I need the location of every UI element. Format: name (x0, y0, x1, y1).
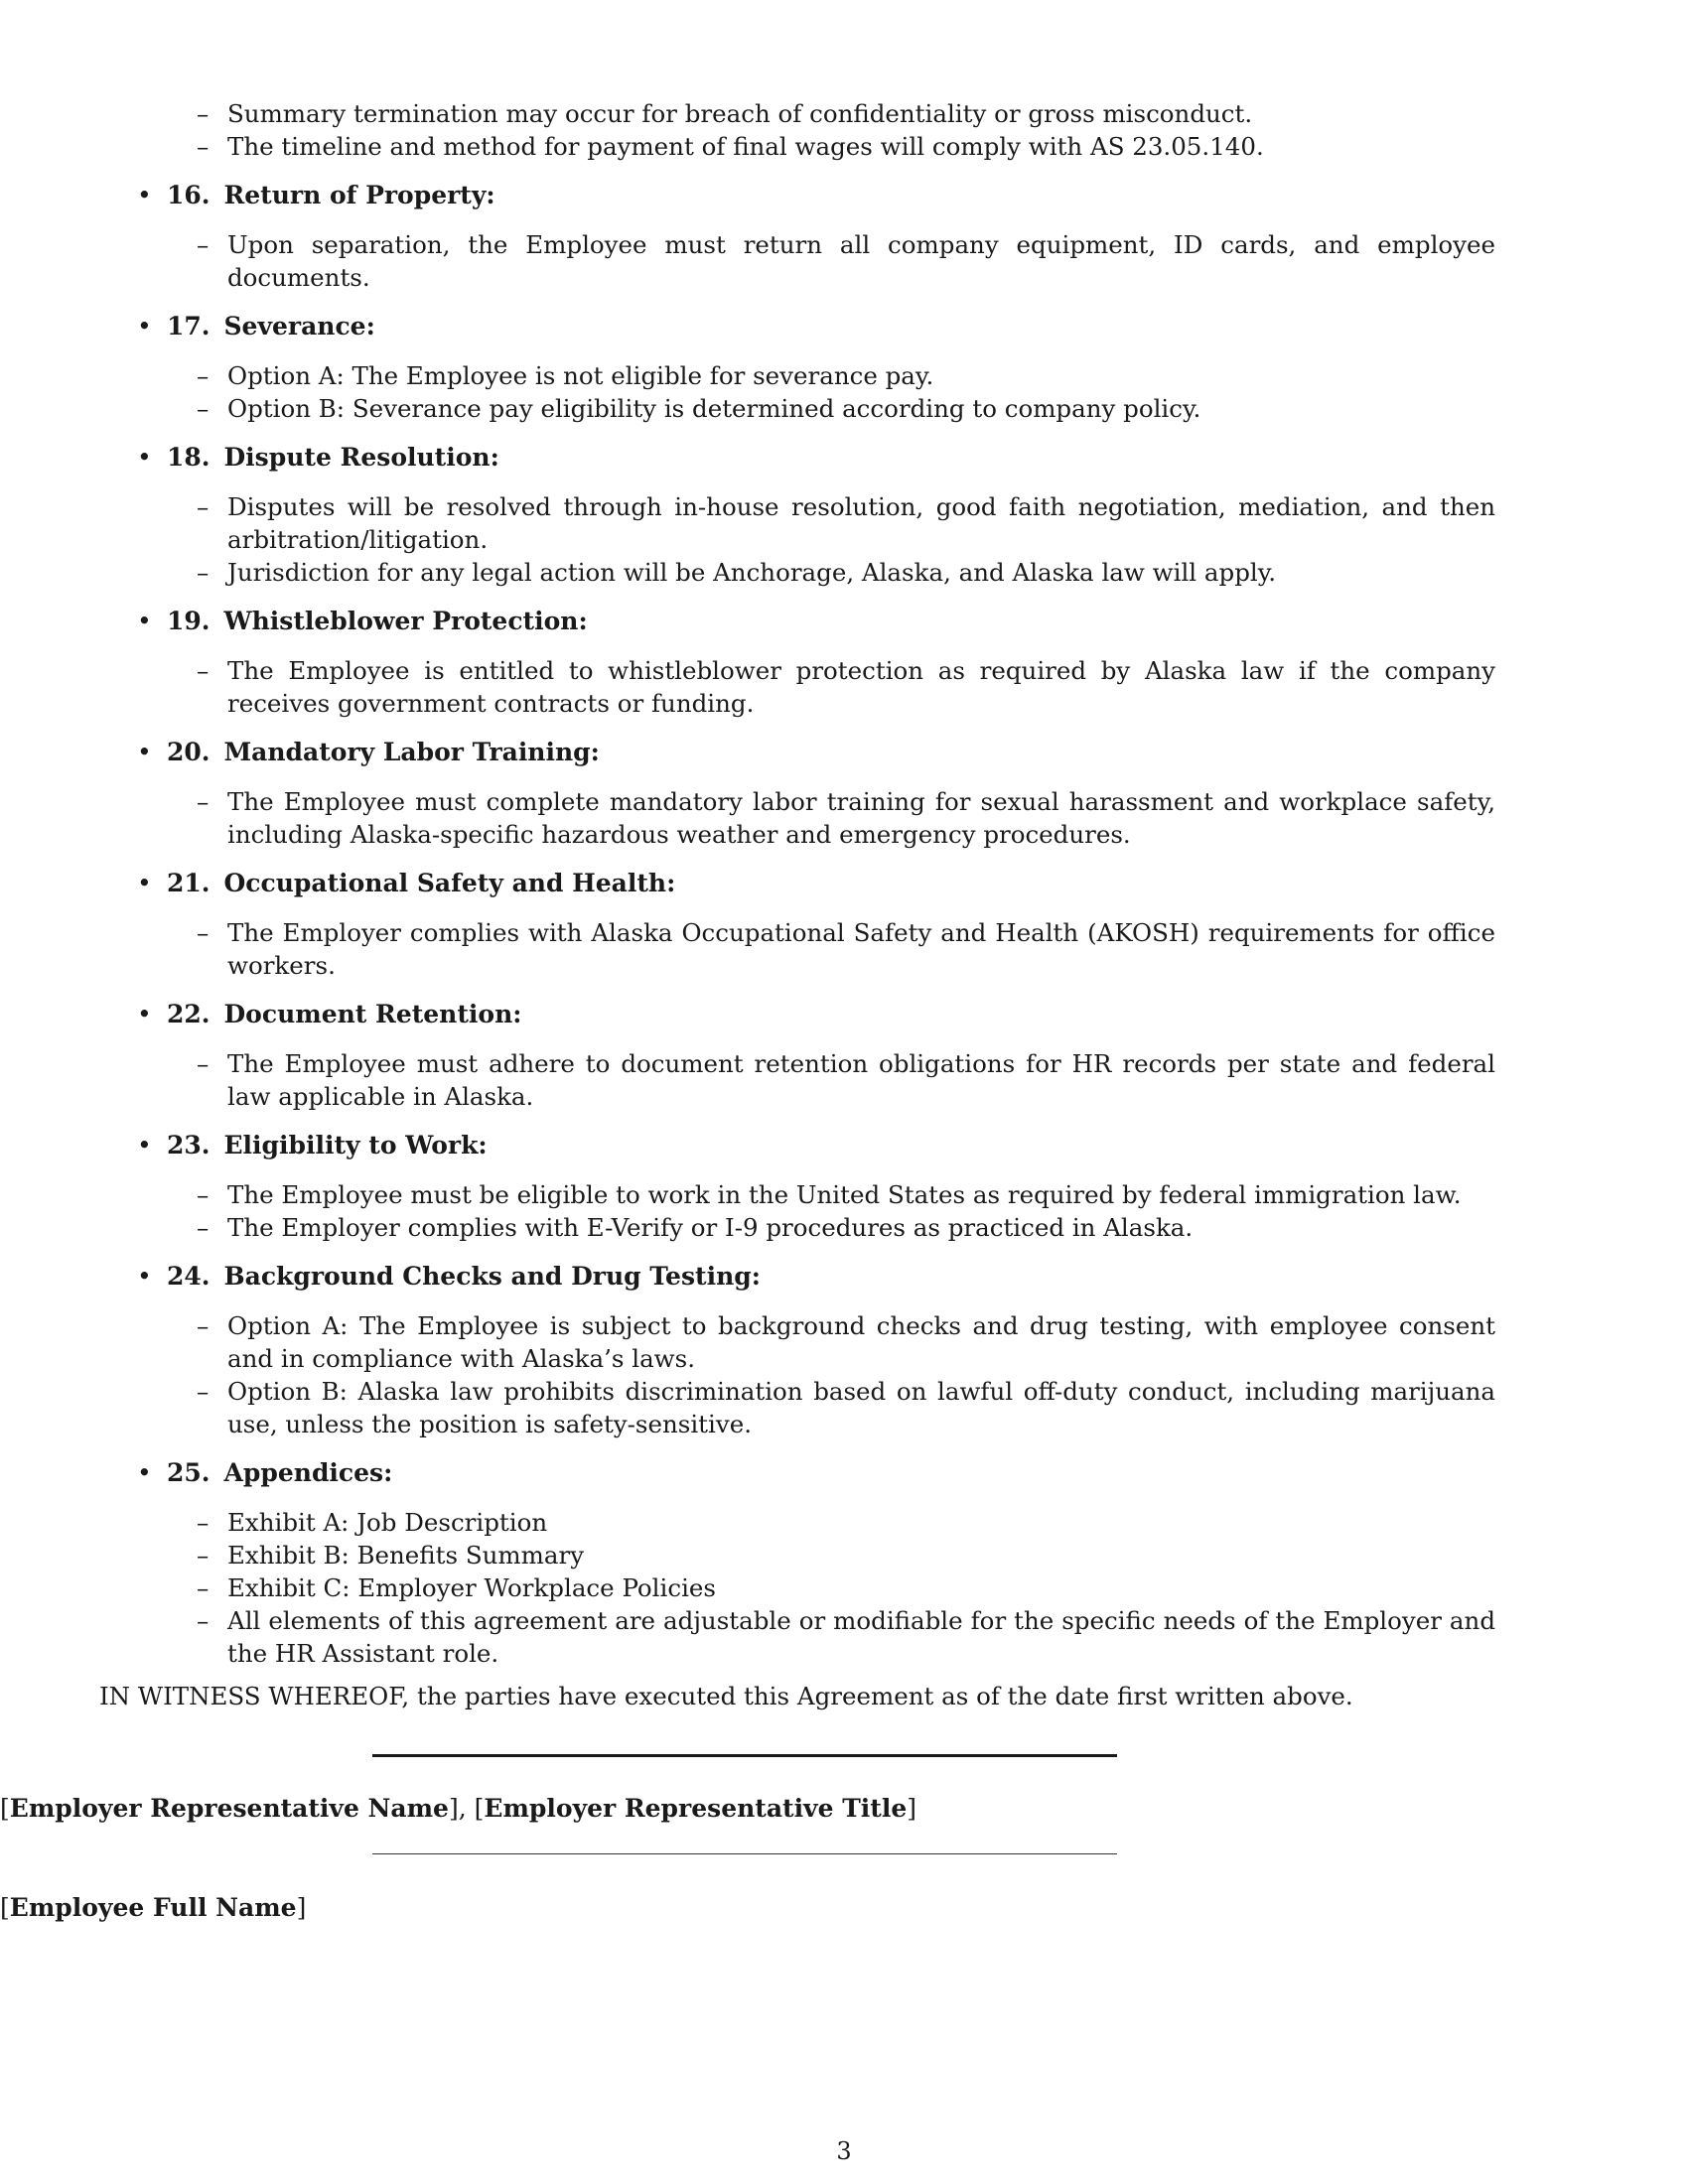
list-item (99, 1571, 1589, 1604)
section-title: Occupational Safety and Health: (223, 869, 676, 897)
list-item (99, 1604, 1589, 1670)
list-item-text: Option B: Severance pay eligibility is determined according to company policy. (227, 394, 1201, 423)
continued-list-item (99, 97, 1589, 130)
list-item (99, 1506, 1589, 1539)
section-number: 19. (167, 607, 211, 635)
dash-marker: – (197, 1573, 210, 1602)
list-item (99, 654, 1589, 720)
section-title: Background Checks and Drug Testing: (223, 1262, 761, 1291)
section-heading (99, 605, 1589, 638)
section-number: 24. (167, 1262, 211, 1291)
dash-marker: – (197, 99, 210, 128)
list-item (99, 556, 1589, 589)
list-item-text: The timeline and method for payment of final wages will comply with AS 23.05.140. (227, 132, 1264, 161)
section-number: 17. (167, 312, 211, 341)
bullet-icon: • (137, 1262, 152, 1291)
employee-signature-line (372, 1853, 1117, 1854)
dash-marker: – (197, 558, 210, 587)
dash-marker: – (197, 361, 210, 390)
bullet-icon: • (137, 1000, 152, 1028)
employee-signature-name: [Employee Full Name] (0, 1893, 307, 1922)
bullet-icon: • (137, 443, 152, 472)
dash-marker: – (197, 787, 210, 816)
list-item-text: The Employer complies with Alaska Occupational Safety and Health (AKOSH) requirements for office workers. (227, 918, 1495, 980)
sections-list (99, 179, 1589, 1670)
dash-marker: – (197, 1180, 210, 1209)
section-heading (99, 867, 1589, 900)
list-item-text: Jurisdiction for any legal action will be Anchorage, Alaska, and Alaska law will apply. (227, 558, 1277, 587)
list-item-text: Option B: Alaska law prohibits discrimination based on lawful off-duty conduct, including marijuana use, unless the position is safety-sensitive. (227, 1377, 1495, 1438)
list-item (99, 1047, 1589, 1113)
bullet-icon: • (137, 869, 152, 897)
list-item-text: Disputes will be resolved through in-house resolution, good faith negotiation, mediation, and then arbitration/litigation. (227, 492, 1495, 554)
dash-marker: – (197, 492, 210, 521)
section-number: 20. (167, 738, 211, 766)
list-item (99, 1539, 1589, 1571)
dash-marker: – (197, 1508, 210, 1537)
dash-marker: – (197, 1311, 210, 1340)
section-heading (99, 1456, 1589, 1490)
section-heading (99, 998, 1589, 1031)
section-title: Document Retention: (223, 1000, 522, 1028)
list-item-text: All elements of this agreement are adjustable or modifiable for the specific needs of the Employer and the HR Assistant role. (227, 1606, 1495, 1668)
list-item-text: Exhibit B: Benefits Summary (227, 1541, 585, 1570)
continued-clause-list (99, 97, 1589, 163)
section-title: Severance: (223, 312, 375, 341)
section-title: Eligibility to Work: (223, 1131, 488, 1160)
section-items (99, 1506, 1589, 1670)
section-number: 21. (167, 869, 211, 897)
list-item (99, 359, 1589, 392)
list-item-text: Summary termination may occur for breach of confidentiality or gross misconduct. (227, 99, 1253, 128)
section-25 (99, 1456, 1589, 1670)
list-item (99, 1178, 1589, 1211)
list-item (99, 392, 1589, 425)
list-item (99, 228, 1589, 294)
section-items (99, 654, 1589, 720)
employer-signature-name: [Employer Representative Name], [Employer Representative Title] (0, 1794, 917, 1823)
section-heading (99, 736, 1589, 769)
dash-marker: – (197, 656, 210, 685)
section-18 (99, 441, 1589, 589)
section-items (99, 359, 1589, 425)
section-title: Appendices: (223, 1458, 393, 1487)
section-heading (99, 441, 1589, 475)
section-number: 16. (167, 181, 211, 209)
list-item-text: Option A: The Employee is not eligible for severance pay. (227, 361, 934, 390)
bullet-icon: • (137, 738, 152, 766)
section-number: 25. (167, 1458, 211, 1487)
section-items (99, 490, 1589, 589)
section-items (99, 785, 1589, 851)
list-item-text: The Employee must be eligible to work in the United States as required by federal immigration law. (227, 1180, 1462, 1209)
section-heading (99, 310, 1589, 343)
bullet-icon: • (137, 607, 152, 635)
employee-name-placeholder: Employee Full Name (9, 1893, 297, 1922)
employer-name-placeholder: Employer Representative Name (9, 1794, 449, 1823)
dash-marker: – (197, 918, 210, 947)
list-item-text: The Employer complies with E-Verify or I-9 procedures as practiced in Alaska. (227, 1213, 1194, 1242)
section-title: Mandatory Labor Training: (223, 738, 600, 766)
section-23 (99, 1129, 1589, 1244)
section-items (99, 916, 1589, 982)
list-item (99, 1211, 1589, 1244)
list-item-text: Option A: The Employee is subject to background checks and drug testing, with employee consent and in compliance with Alaska’s laws. (227, 1311, 1495, 1373)
dash-marker: – (197, 1213, 210, 1242)
section-heading (99, 1260, 1589, 1294)
section-19 (99, 605, 1589, 720)
section-22 (99, 998, 1589, 1113)
witness-statement: IN WITNESS WHEREOF, the parties have executed this Agreement as of the date first written above. (99, 1682, 1353, 1710)
section-items (99, 228, 1589, 294)
section-heading (99, 1129, 1589, 1162)
dash-marker: – (197, 1377, 210, 1406)
dash-marker: – (197, 1541, 210, 1570)
page-number: 3 (836, 2137, 852, 2165)
section-17 (99, 310, 1589, 425)
employer-signature-line (372, 1754, 1117, 1757)
list-item (99, 1375, 1589, 1440)
list-item-text: Exhibit A: Job Description (227, 1508, 548, 1537)
list-item (99, 785, 1589, 851)
section-title: Return of Property: (223, 181, 495, 209)
bullet-icon: • (137, 1131, 152, 1160)
document-page (99, 97, 1589, 1712)
section-24 (99, 1260, 1589, 1440)
section-16 (99, 179, 1589, 294)
signature-separator: , (458, 1794, 475, 1823)
bullet-icon: • (137, 1458, 152, 1487)
bullet-icon: • (137, 181, 152, 209)
section-items (99, 1178, 1589, 1244)
employer-title-placeholder: Employer Representative Title (484, 1794, 908, 1823)
list-item (99, 490, 1589, 556)
list-item (99, 1309, 1589, 1375)
list-item-text: Upon separation, the Employee must return all company equipment, ID cards, and employee documents. (227, 230, 1495, 292)
list-item-text: The Employee is entitled to whistleblower protection as required by Alaska law if the company receives government contracts or funding. (227, 656, 1495, 718)
section-number: 22. (167, 1000, 211, 1028)
dash-marker: – (197, 1606, 210, 1635)
list-item (99, 916, 1589, 982)
list-item-text: Exhibit C: Employer Workplace Policies (227, 1573, 716, 1602)
dash-marker: – (197, 230, 210, 259)
dash-marker: – (197, 1049, 210, 1078)
section-items (99, 1309, 1589, 1440)
dash-marker: – (197, 394, 210, 423)
continued-list-item (99, 130, 1589, 163)
section-items (99, 1047, 1589, 1113)
section-number: 18. (167, 443, 211, 472)
section-heading (99, 179, 1589, 212)
section-21 (99, 867, 1589, 982)
dash-marker: – (197, 132, 210, 161)
section-20 (99, 736, 1589, 851)
list-item-text: The Employee must adhere to document retention obligations for HR records per state and federal law applicable in Alaska. (227, 1049, 1495, 1111)
section-number: 23. (167, 1131, 211, 1160)
bullet-icon: • (137, 312, 152, 341)
list-item-text: The Employee must complete mandatory labor training for sexual harassment and workplace safety, including Alaska-specific hazardous weather and emergency procedures. (227, 787, 1495, 849)
section-title: Dispute Resolution: (223, 443, 499, 472)
section-title: Whistleblower Protection: (223, 607, 588, 635)
